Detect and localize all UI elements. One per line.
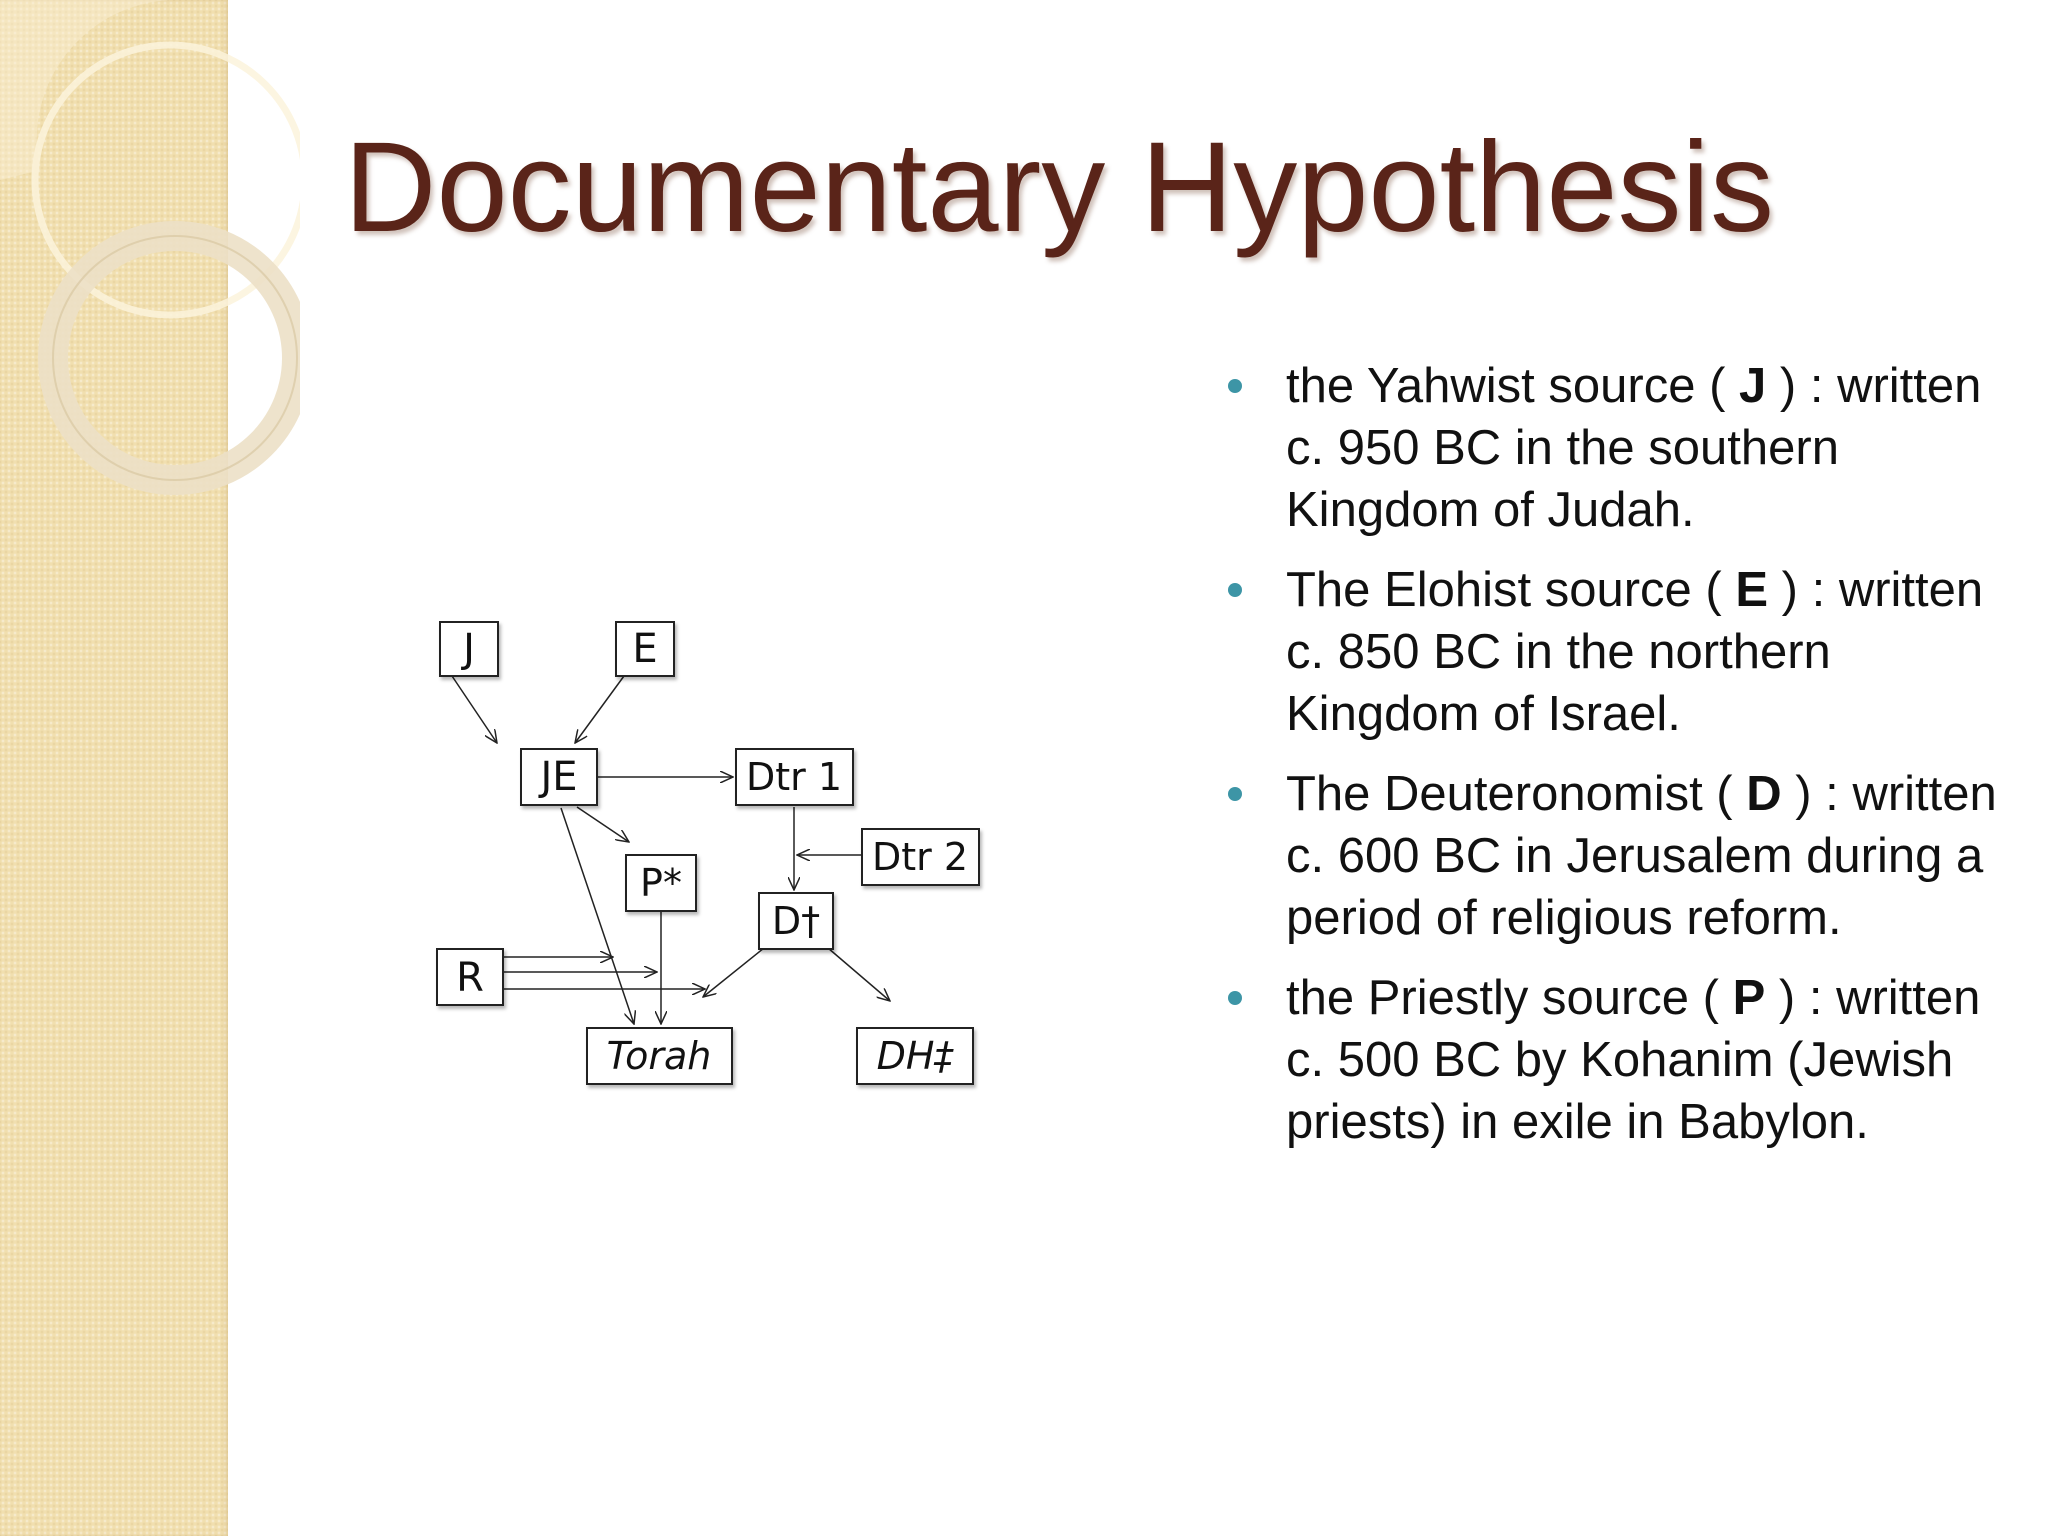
node-j <box>440 622 498 676</box>
svg-text:D†: D† <box>771 899 821 943</box>
bullet-body: written c. 950 BC in the southern Kingdom of Judah. <box>1286 359 1982 537</box>
bullet-lead-end: ) : <box>1768 563 1826 617</box>
bullet-lead: the Priestly source ( <box>1286 971 1733 1025</box>
svg-text:Dtr 2: Dtr 2 <box>871 835 969 879</box>
svg-text:J: J <box>463 626 475 672</box>
node-r <box>437 949 503 1005</box>
bullet-lead: The Elohist source ( <box>1286 563 1736 617</box>
bullet-dot-icon <box>1228 991 1242 1005</box>
bullet-body: written c. 850 BC in the northern Kingdom of Israel. <box>1286 563 1984 741</box>
svg-text:E: E <box>632 626 658 672</box>
bullet-lead-end: ) : <box>1765 971 1823 1025</box>
node-d <box>759 893 833 949</box>
svg-text:R: R <box>456 955 484 1001</box>
decorative-rings <box>0 0 300 520</box>
source-diagram <box>420 600 1000 1100</box>
bullet-lead-end: ) : <box>1781 767 1839 821</box>
svg-text:Dtr 1: Dtr 1 <box>745 755 843 799</box>
node-e <box>616 622 674 676</box>
bullet-dot-icon <box>1228 583 1242 597</box>
bullet-deuteronomist <box>1218 763 2018 949</box>
source-bullet-list <box>1218 355 2018 1171</box>
slide-title: Documentary Hypothesis <box>344 116 1774 259</box>
node-je <box>521 749 597 805</box>
bullet-lead: the Yahwist source ( <box>1286 359 1740 413</box>
bullet-dot-icon <box>1228 787 1242 801</box>
bullet-elohist <box>1218 559 2018 745</box>
bullet-lead: The Deuteronomist ( <box>1286 767 1747 821</box>
source-code: E <box>1735 563 1769 617</box>
node-dtr1 <box>736 749 853 805</box>
bullet-body: written c. 600 BC in Jerusalem during a period of religious reform. <box>1286 767 1997 945</box>
node-dtr2 <box>862 829 979 885</box>
diagram-edges <box>452 676 890 1024</box>
svg-text:DH‡: DH‡ <box>876 1034 954 1078</box>
source-code: D <box>1746 767 1782 821</box>
node-dh <box>857 1028 973 1084</box>
node-p <box>626 855 696 911</box>
bullet-yahwist <box>1218 355 2018 541</box>
svg-text:P*: P* <box>640 861 682 905</box>
bullet-priestly <box>1218 967 2018 1153</box>
bullet-dot-icon <box>1228 379 1242 393</box>
node-torah <box>587 1028 732 1084</box>
source-code: J <box>1739 359 1767 413</box>
bullet-lead-end: ) : <box>1766 359 1824 413</box>
bullet-body: written c. 500 BC by Kohanim (Jewish priests) in exile in Babylon. <box>1286 971 1981 1149</box>
svg-text:JE: JE <box>540 754 578 800</box>
svg-text:Torah: Torah <box>606 1034 712 1078</box>
source-code: P <box>1732 971 1766 1025</box>
